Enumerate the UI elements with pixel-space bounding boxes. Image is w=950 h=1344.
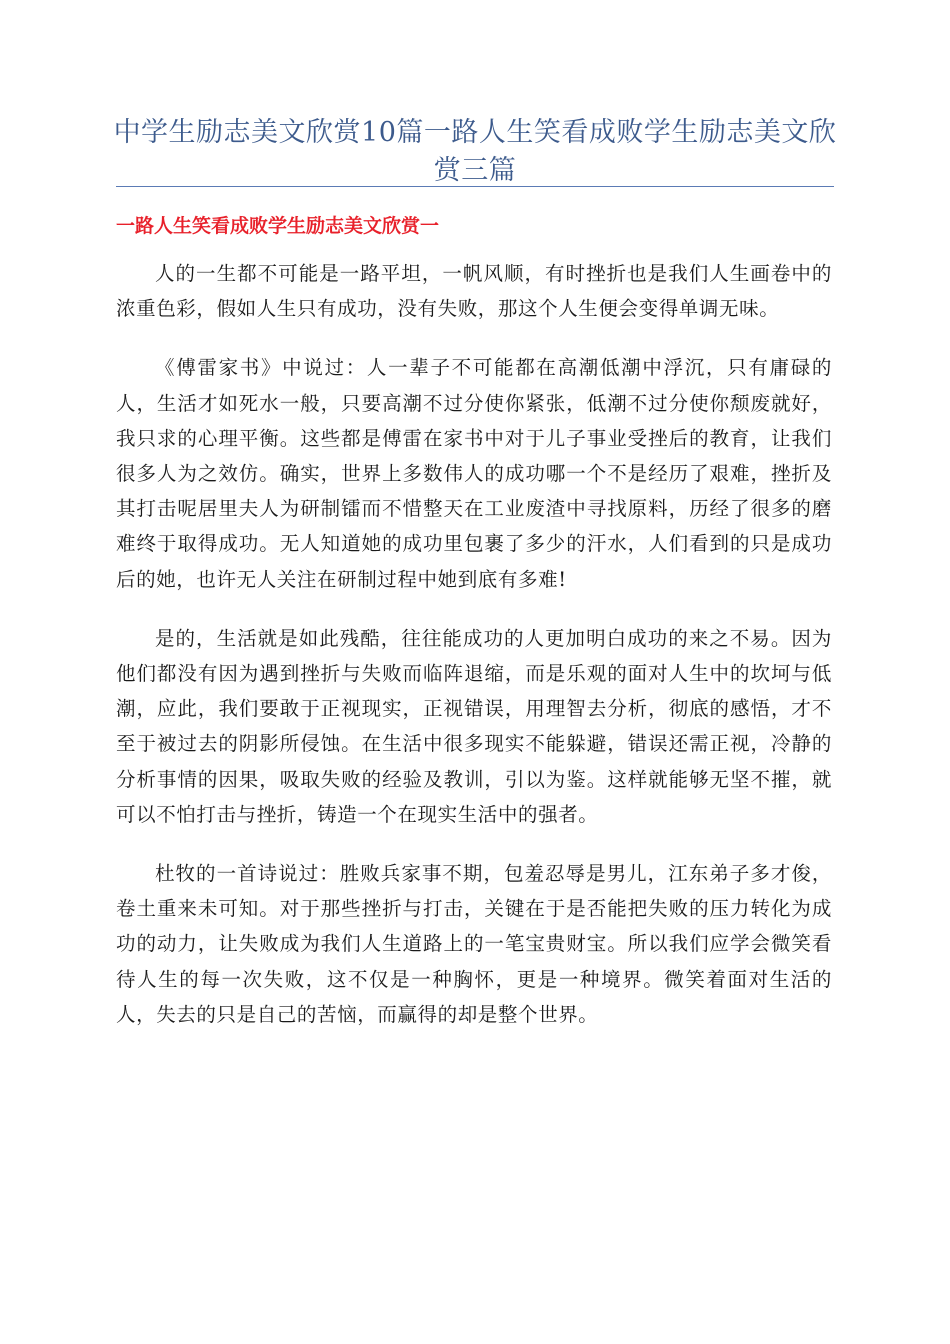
paragraph-4: 杜牧的一首诗说过：胜败兵家事不期，包羞忍辱是男儿，江东弟子多才俊，卷土重来未可知。对于那些挫折与打击，关键在于是否能把失败的压力转化为成功的动力，让失败成为我们人生道路上的一笔宝贵财宝。所以我们应学会微笑看待人生的每一次失败，这不仅是一种胸怀，更是一种境界。微笑着面对生活的人，失去的只是自己的苦恼，而赢得的却是整个世界。 [116,862,832,1026]
paragraph-2: 《傅雷家书》中说过：人一辈子不可能都在高潮低潮中浮沉，只有庸碌的人，生活才如死水一般，只要高潮不过分使你紧张，低潮不过分使你颓废就好，我只求的心理平衡。这些都是傅雷在家书中对于儿子事业受挫后的教育，让我们很多人为之效仿。确实，世界上多数伟人的成功哪一个不是经历了艰难，挫折及其打击呢居里夫人为研制镭而不惜整天在工业废渣中寻找原料，历经了很多的磨难终于取得成功。无人知道她的成功里包裹了多少的汗水，人们看到的只是成功后的她，也许无人关注在研制过程中她到底有多难! [116,356,832,591]
body-text [116,256,832,1056]
paragraph-3: 是的，生活就是如此残酷，往往能成功的人更加明白成功的来之不易。因为他们都没有因为遇到挫折与失败而临阵退缩，而是乐观的面对人生中的坎坷与低潮，应此，我们要敢于正视现实，正视错误，用理智去分析，彻底的感悟，才不至于被过去的阴影所侵蚀。在生活中很多现实不能躲避，错误还需正视，冷静的分析事情的因果，吸取失败的经验及教训，引以为鉴。这样就能够无坚不摧，就可以不怕打击与挫折，铸造一个在现实生活中的强者。 [116,626,832,826]
section-heading: 一路人生笑看成败学生励志美文欣赏一 [116,215,440,237]
title-underline-divider [116,186,834,187]
document-title: 中学生励志美文欣赏10篇一路人生笑看成败学生励志美文欣赏三篇 [113,117,837,186]
paragraph-1: 人的一生都不可能是一路平坦，一帆风顺，有时挫折也是我们人生画卷中的浓重色彩，假如人生只有成功，没有失败，那这个人生便会变得单调无味。 [116,262,832,321]
